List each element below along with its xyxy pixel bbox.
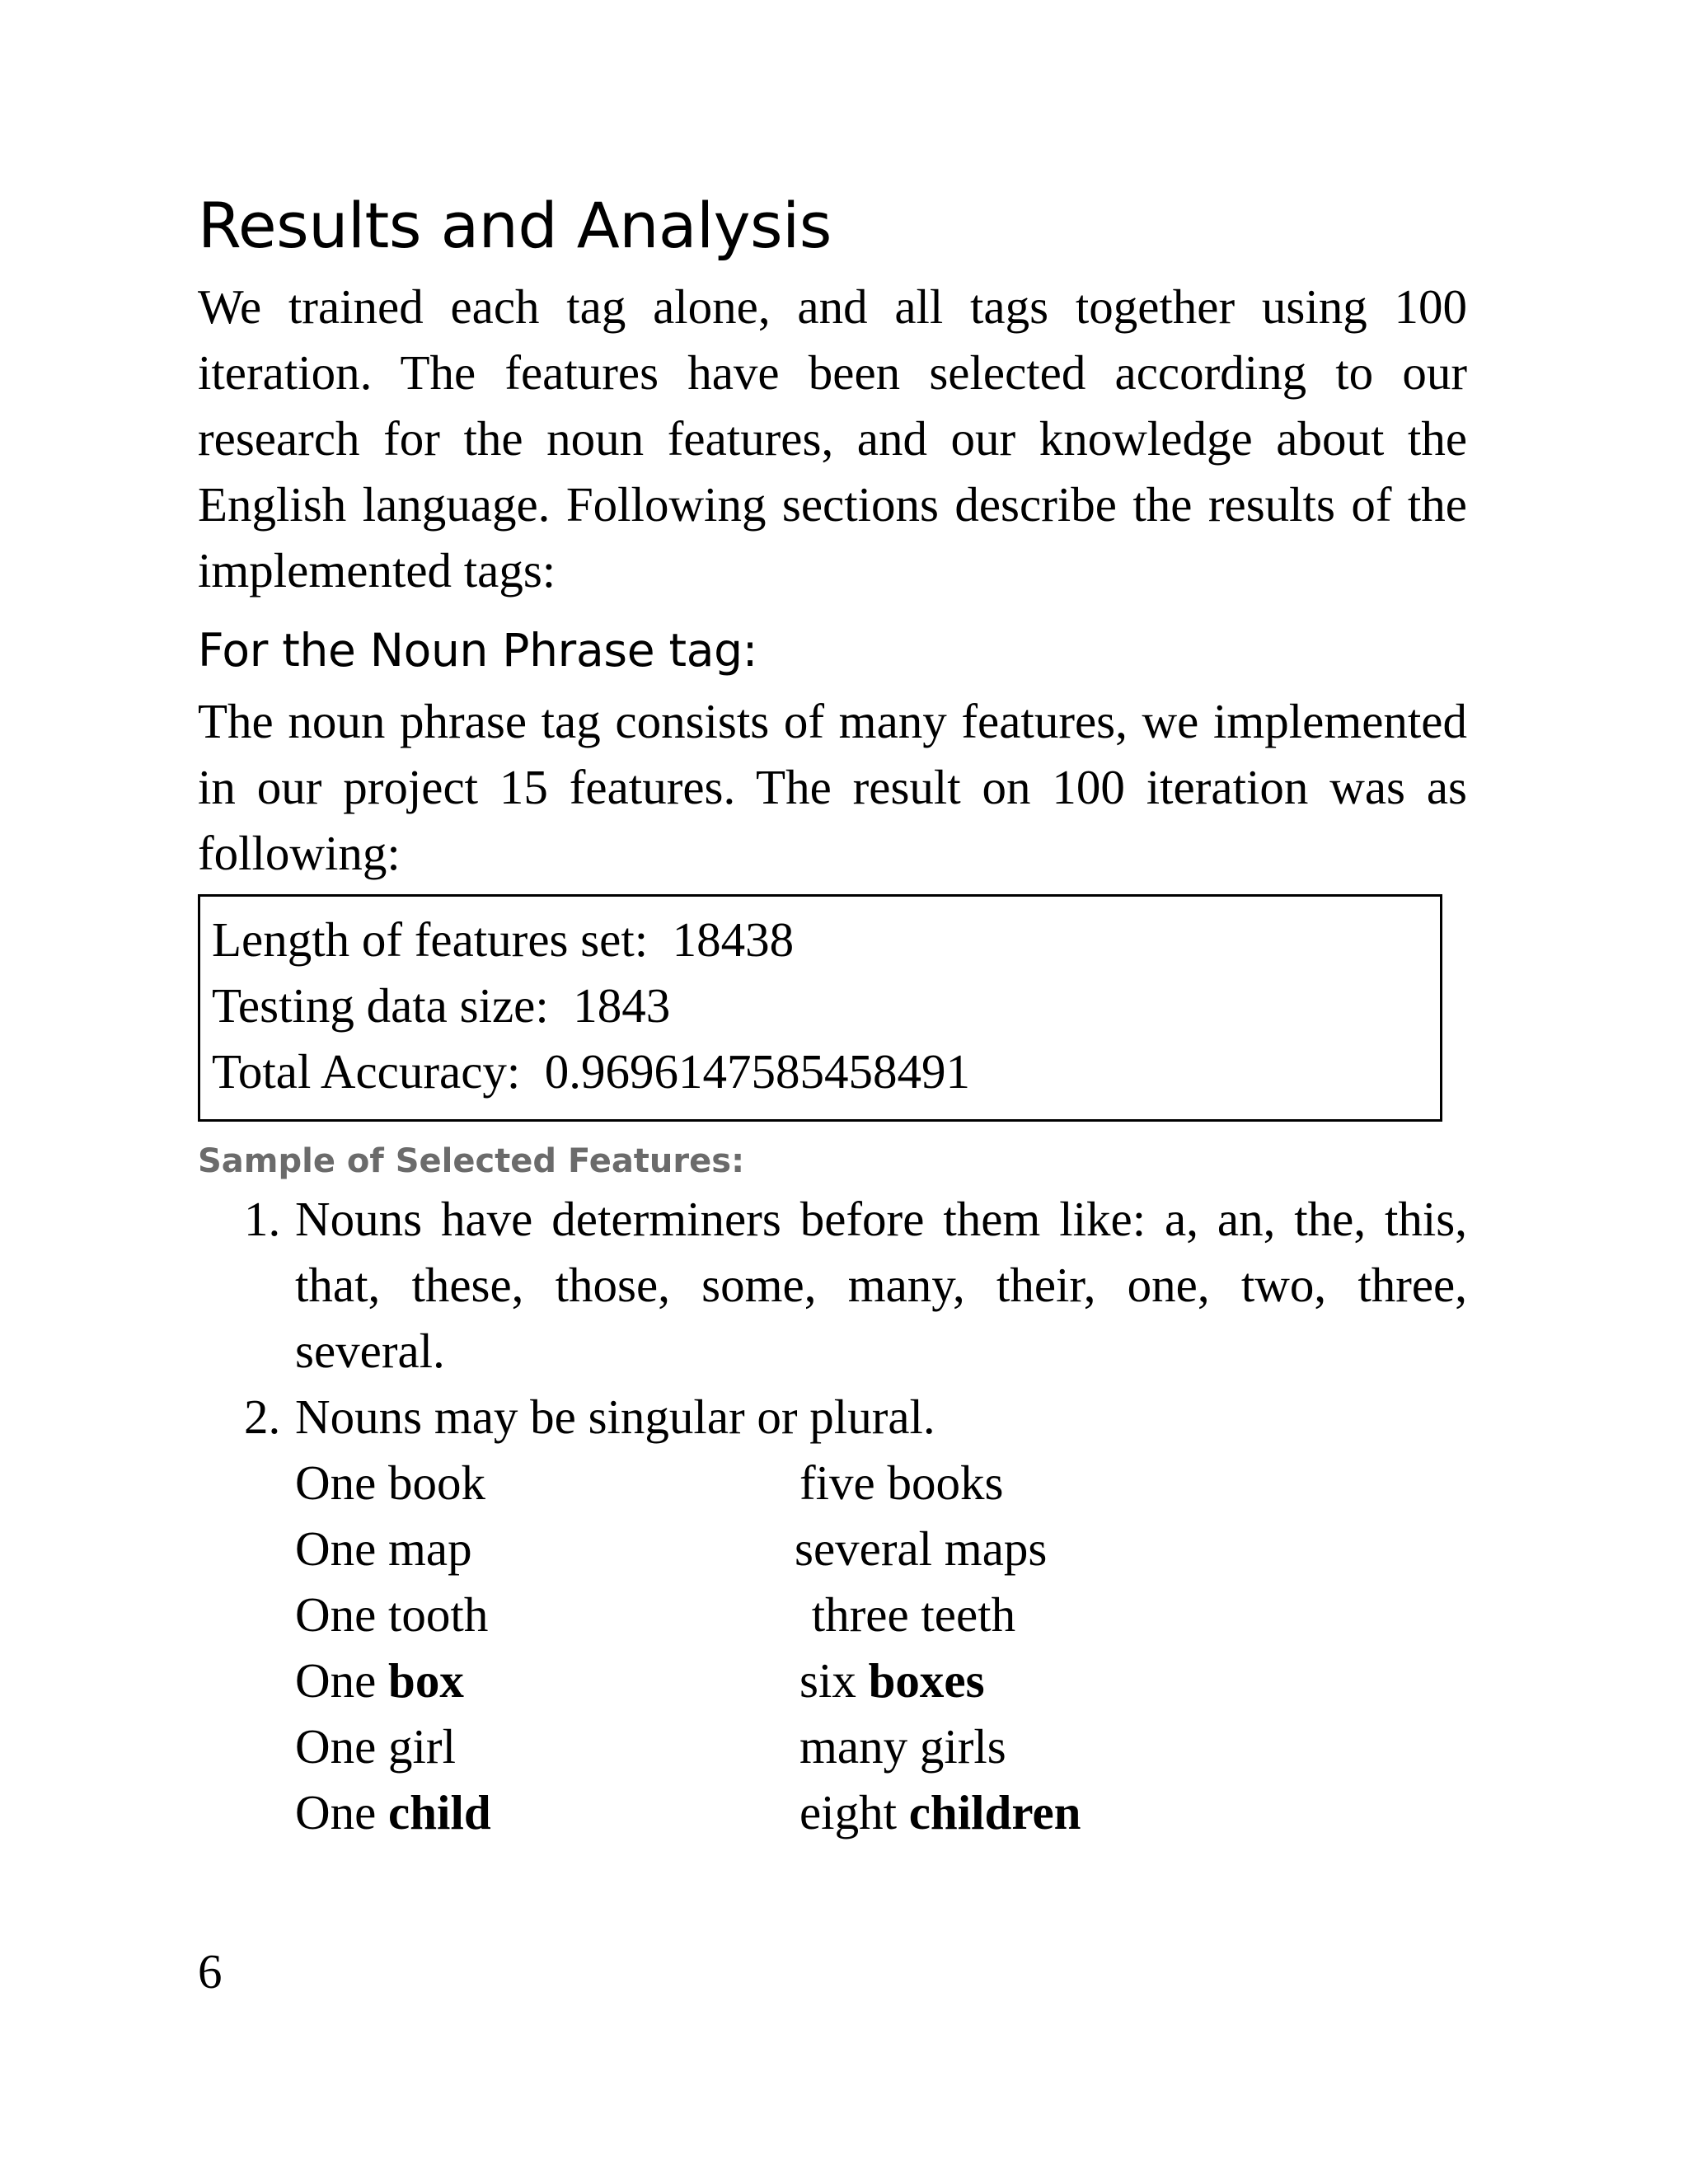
table-row <box>295 1713 1081 1779</box>
plural-cell: five books <box>799 1455 1004 1510</box>
plural-cell: several maps <box>795 1521 1048 1576</box>
table-row <box>295 1647 1081 1713</box>
singular-cell: One girl <box>295 1719 456 1774</box>
singular-plural-examples <box>295 1450 1081 1845</box>
section-title: Results and Analysis <box>198 189 832 262</box>
singular-cell: One book <box>295 1455 486 1510</box>
table-row <box>295 1516 1081 1582</box>
noun-phrase-heading: For the Noun Phrase tag: <box>198 624 757 677</box>
list-item-number: 2. <box>244 1390 281 1444</box>
noun-phrase-paragraph: The noun phrase tag consists of many features, we implemented in our project 15 features. The result on 100 iteration was as following: <box>198 694 1467 880</box>
results-box <box>198 894 1442 1122</box>
sample-features-heading: Sample of Selected Features: <box>198 1142 745 1180</box>
list-item-text: Nouns may be singular or plural. <box>295 1390 935 1444</box>
table-row <box>295 1450 1081 1516</box>
plural-cell: three teeth <box>799 1587 1016 1642</box>
list-item-number: 1. <box>244 1192 281 1246</box>
intro-paragraph: We trained each tag alone, and all tags together using 100 iteration. The features have been selected according to our research for the noun features, and our knowledge about the English language. Following sections describe the results of the implemented tags: <box>198 279 1467 598</box>
testing-data-size: Testing data size: 1843 <box>212 978 671 1033</box>
table-row <box>295 1779 1081 1845</box>
singular-cell: One tooth <box>295 1587 489 1642</box>
page-content <box>198 189 1467 1845</box>
table-row <box>295 1582 1081 1647</box>
singular-cell: One box <box>295 1653 464 1708</box>
plural-cell: eight children <box>799 1785 1081 1840</box>
page-number: 6 <box>198 1944 223 1999</box>
singular-cell: One map <box>295 1521 472 1576</box>
list-item <box>198 1384 1467 1450</box>
list-item-text: Nouns have determiners before them like: a, an, the, this, that, these, those, some, many, their, one, two, three, several. <box>295 1192 1467 1378</box>
list-item <box>198 1186 1467 1384</box>
plural-cell: many girls <box>799 1719 1006 1774</box>
plural-cell: six boxes <box>799 1653 985 1708</box>
singular-cell: One child <box>295 1785 491 1840</box>
feature-list <box>198 1186 1467 1450</box>
total-accuracy: Total Accuracy: 0.9696147585458491 <box>212 1044 971 1099</box>
features-set-length: Length of features set: 18438 <box>212 912 795 967</box>
